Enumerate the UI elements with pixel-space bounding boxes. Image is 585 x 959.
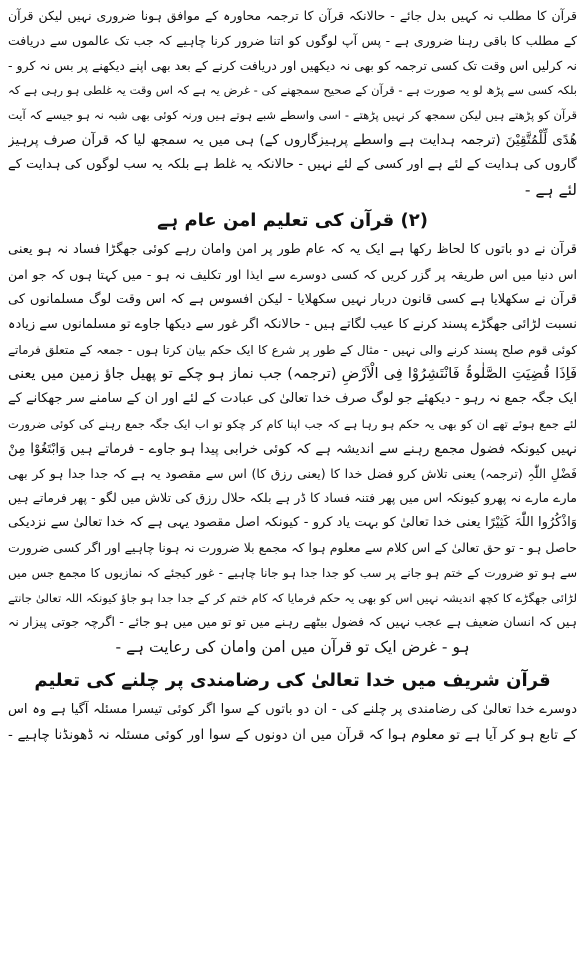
- text-line: کے مطلب کا باقی رہنا ضروری ہے - پس آپ لوگوں کو اتنا ضرور کرنا چاہیے کہ جب تک عالموں سے دریافت: [8, 32, 577, 48]
- text-line: ھُدًی لِّلْمُتَّقِیْنَ (ترجمہ ہدایت ہے واسطے پرہیزگاروں کے) ہی میں یہ سمجھ لیا کہ قرآن صرف پرہیز: [8, 131, 577, 148]
- text-line: فَاِذَا قُضِیَتِ الصَّلٰوۃُ فَانْتَشِرُوْا فِی الْاَرْضِ (ترجمہ) جب نماز ہو چکے تو پھیل جاؤ زمین میں یعنی: [8, 366, 577, 383]
- text-line: لئے جمع ہوئے تھے ان کو بھی یہ حکم ہو رہا ہے کہ جب اپنا کام کر چکو تو اب ایک جگہ جمع رہنے کی کوئی ضرورت: [8, 416, 577, 431]
- text-line: نہیں کیونکہ فضول مجمع رہنے سے اندیشہ ہے کہ کوئی خرابی پیدا ہو جاوے - فرماتے ہیں وَابْتَغُوْا مِنْ: [8, 440, 577, 457]
- text-line: کوئی قوم صلح پسند کرنے والی نہیں - مثال کے طور پر شرع کا ایک حکم بیان کرتا ہوں - جمعہ کے متعلق فرماتے: [8, 342, 577, 357]
- text-line: قرآن نے دو باتوں کا لحاظ رکھا ہے ایک یہ کہ عام طور پر امن وامان رہے کوئی جھگڑا فساد نہ ہو یعنی: [8, 242, 577, 258]
- text-line: دوسرے خدا تعالیٰ کی رضامندی پر چلنے کی - ان دو باتوں کے سوا اگر کوئی تیسرا مسئلہ آگیا ہے وہ اس: [8, 701, 577, 717]
- text-line: قرآن کو پڑھتے ہیں لیکن سمجھ کر نہیں پڑھتے - اسی واسطے شبے ہوتے ہیں ورنہ کوئی بھی شبہ نہ ہو جیسے کہ آیت: [8, 108, 577, 123]
- section-1-body: [8, 238, 577, 660]
- text-line: گاروں کی ہدایت کے لئے ہے اور کسی کے لئے نہیں - حالانکہ یہ غلط ہے بلکہ یہ سب لوگوں کی ہدایت کے: [8, 156, 577, 172]
- text-line: بلکہ کسی سے پڑھ لو یہ صورت ہے - قرآن کے صحیح سمجھنے کی - غرض یہ ہے کہ اس وقت یہ غلطی ہو رہی ہے کہ: [8, 83, 577, 98]
- text-line: وَاذْکُرُوا اللّٰہَ کَثِیْرًا یعنی خدا تعالیٰ کو بہت یاد کرو - کیونکہ اصل مقصود یہی ہے کہ خدا تعالیٰ سے نزدیکی: [8, 515, 577, 531]
- text-line: اس دنیا میں اس طریقہ پر گزر کریں کہ کسی دوسرے سے ایذا اور تکلیف نہ ہو - میں کہتا ہوں کہ جو امن: [8, 267, 577, 283]
- text-line: لئے ہے -: [524, 180, 577, 199]
- intro-paragraph: [8, 4, 577, 202]
- text-line: لڑائی جھگڑے کا کچھ اندیشہ نہیں اس کو بھی یہ حکم فرمایا کہ کام ختم کر کے جدا جدا ہو جاؤ کیونکہ اللہ تعالیٰ جانتے: [8, 590, 577, 605]
- text-line: حاصل ہو - تو حق تعالیٰ کے اس کلام سے معلوم ہوا کہ مجمع بلا ضرورت نہ ہونا چاہیے اور اگر کسی ضرورت: [8, 539, 577, 555]
- section-heading: (۲) قرآن کی تعلیم امن عام ہے: [157, 210, 428, 232]
- text-line: فَضْلِ اللّٰہِ (ترجمہ) یعنی تلاش کرو فضل خدا کا (یعنی رزق کا) اس سے مقصود یہ ہے کہ جدا جدا ہو کر بھی: [8, 465, 577, 481]
- section-heading: قرآن شریف میں خدا تعالیٰ کی رضامندی پر چلنے کی تعلیم: [34, 669, 551, 691]
- text-line: نہ کرلیں اس وقت تک کسی ترجمہ کو بھی نہ دیکھیں اور دریافت کرنے کے بعد بھی اپنے دیکھنے پر بس نہ کرو -: [8, 57, 577, 73]
- text-line: سے ہو تو ضرورت کے ختم ہو جانے پر سب کو جدا جدا ہو جانا چاہیے - غور کیجئے کہ نمازیوں کا مجمع جس میں: [8, 565, 577, 580]
- text-line: قرآن کا مطلب نہ کہیں بدل جائے - حالانکہ قرآن کا ترجمہ محاورہ کے موافق ہونا ضروری نہیں لیکن قرآن: [8, 8, 577, 23]
- text-line: مارے مارے نہ پھرو کیونکہ اس میں پھر فتنہ فساد کا ڈر ہے بلکہ حلال رزق کی تلاش میں لگو - پھر فرماتے ہیں: [8, 490, 577, 506]
- text-line: ہیں کہ انسان ضعیف ہے عجب نہیں کہ فضول بیٹھے رہنے میں تو تو میں میں ہو جائے - اگرچہ جوتی پیزار نہ: [8, 614, 577, 630]
- section-2-body: [8, 698, 577, 748]
- text-line: ایک جگہ جمع نہ رہو - دیکھئے جو لوگ صرف خدا تعالیٰ کی عبادت کے لئے اور ان کے سامنے سر جھکانے کے: [8, 391, 577, 407]
- text-line: نسبت لڑائی جھگڑے پسند کرنے کا عیب لگاتے ہیں - حالانکہ اگر غور سے دیکھا جاوے تو مسلمانوں سے زیادہ: [8, 316, 577, 332]
- text-line: کے تابع ہو کر آیا ہے تو معلوم ہوا کہ قرآن میں ان دونوں کے سوا اور کوئی مسئلہ نہ ڈھونڈنا چاہیے -: [8, 726, 577, 743]
- text-line: ہو - غرض ایک تو قرآن میں امن وامان کی رعایت ہے -: [115, 638, 470, 657]
- text-line: قرآن نے سکھلایا ہے کسی قانون دربار نہیں سکھلایا - لیکن افسوس ہے کہ اس وقت لوگ مسلمانوں کی: [8, 291, 577, 307]
